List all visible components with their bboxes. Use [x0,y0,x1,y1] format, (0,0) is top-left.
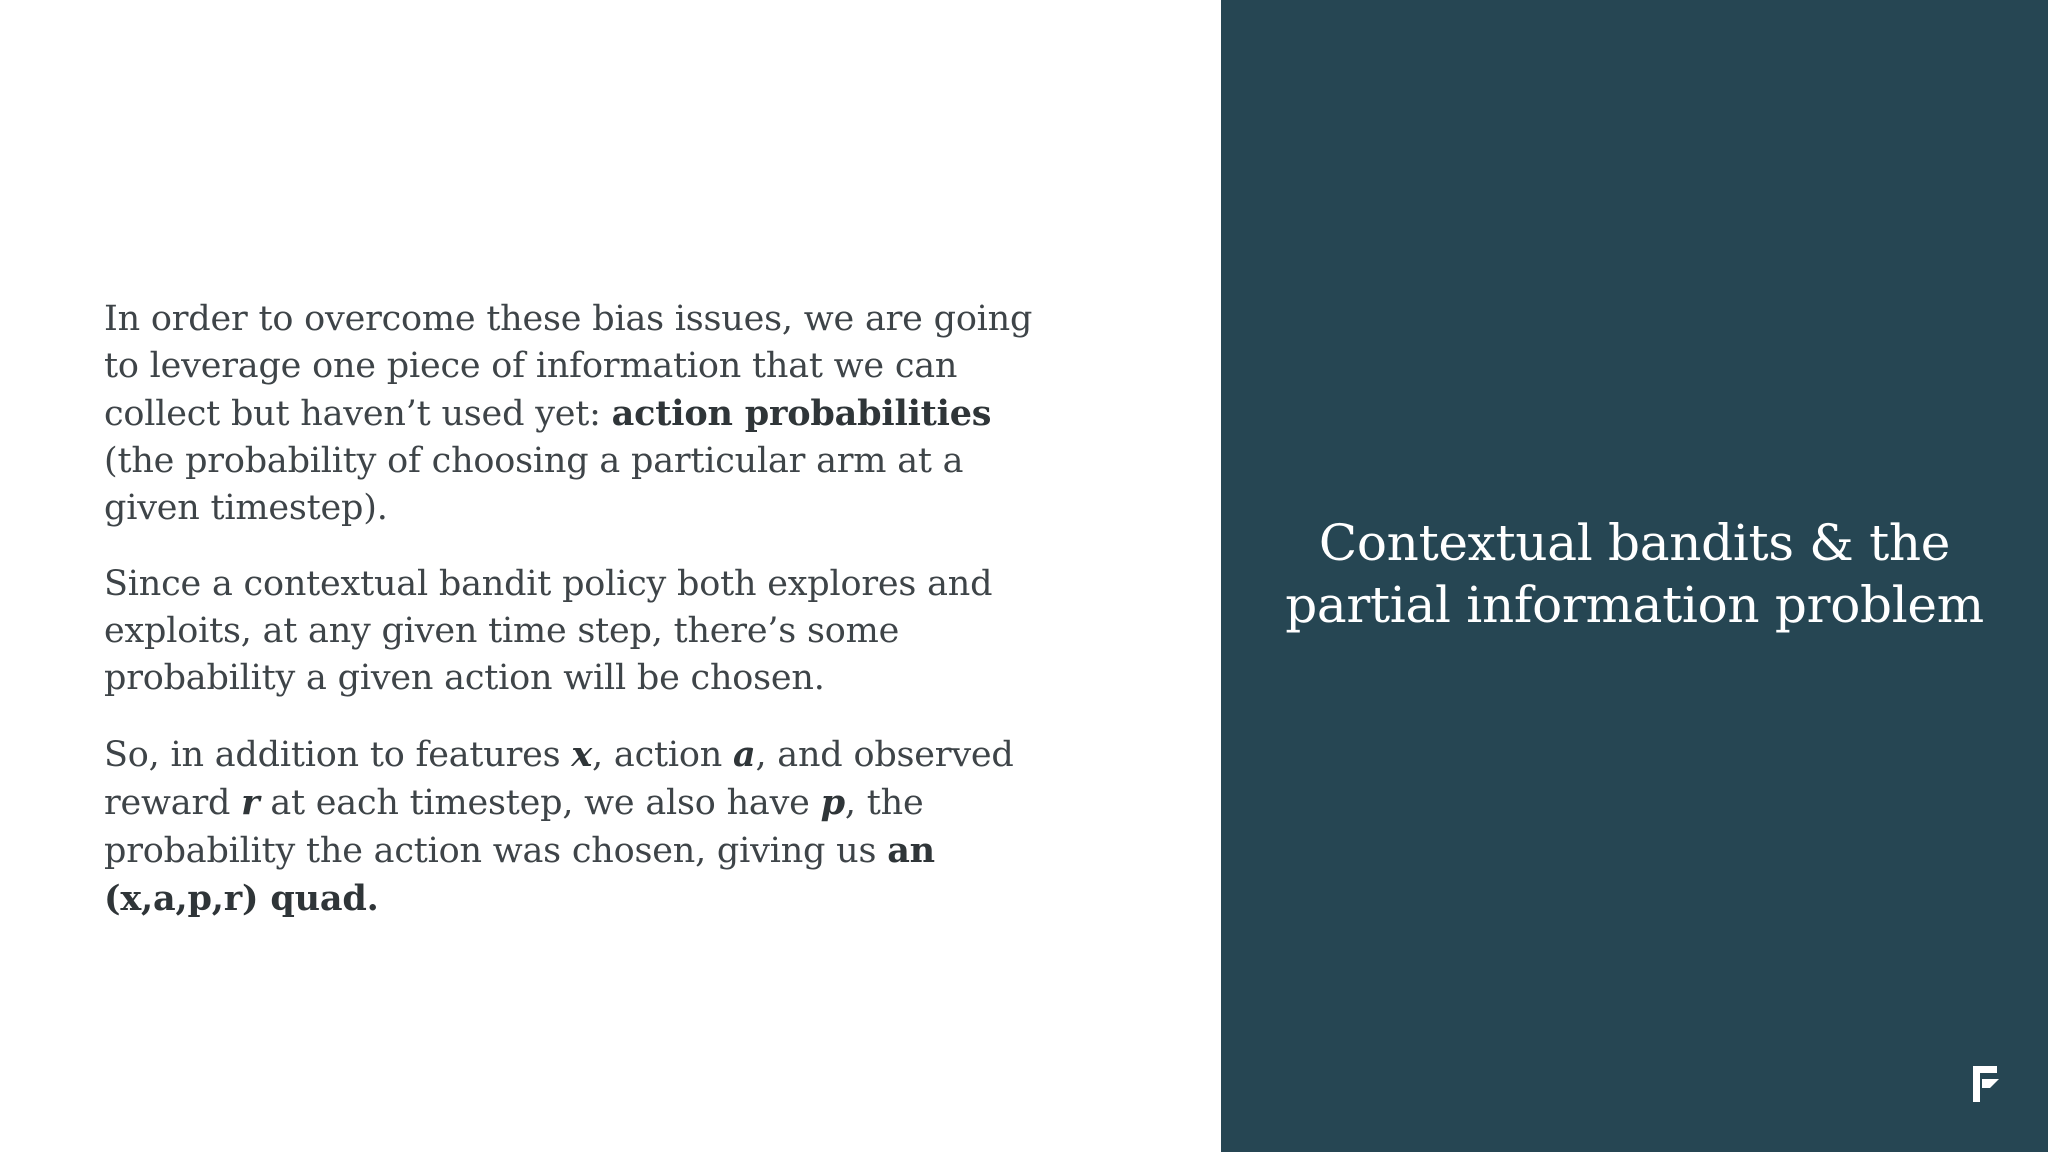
paragraph-3 [104,731,1064,923]
paragraph-3-text-a: So, in addition to features [104,735,572,775]
paragraph-1-text-a: In order to overcome these bias issues, we are going to leverage one piece of information that we can collect but haven’t used yet: [104,299,1033,434]
variable-x: x [571,734,593,775]
slide-title [1221,512,2048,636]
title-panel [1221,0,2048,1152]
variable-a: a [732,734,756,775]
paragraph-3-text-d: at each timestep, we also have [259,783,821,823]
paragraph-3-text-e: , the probability the action was chosen, giving us [104,783,924,871]
paragraph-3-text-c: , and observed reward [104,735,1014,823]
slide-title-line-2: partial information problem [1285,576,1984,634]
paragraph-1 [104,296,1064,532]
slide-title-line-1: Contextual bandits & the [1318,514,1951,572]
paragraph-3-text-b: , action [592,735,733,775]
variable-p: p [820,782,845,823]
action-probabilities-term: action probabilities [611,393,992,434]
body-text [104,296,1064,952]
paragraph-2-text: Since a contextual bandit policy both explores and exploits, at any given time step, there’s some probability a given action will be chosen. [104,564,993,698]
paragraph-2 [104,561,1064,702]
variable-r: r [241,782,260,823]
paragraph-1-text-b: (the probability of choosing a particular arm at a given timestep). [104,441,964,528]
brand-logo-icon [1973,1066,1999,1102]
quad-term: an (x,a,p,r) quad. [104,830,935,919]
